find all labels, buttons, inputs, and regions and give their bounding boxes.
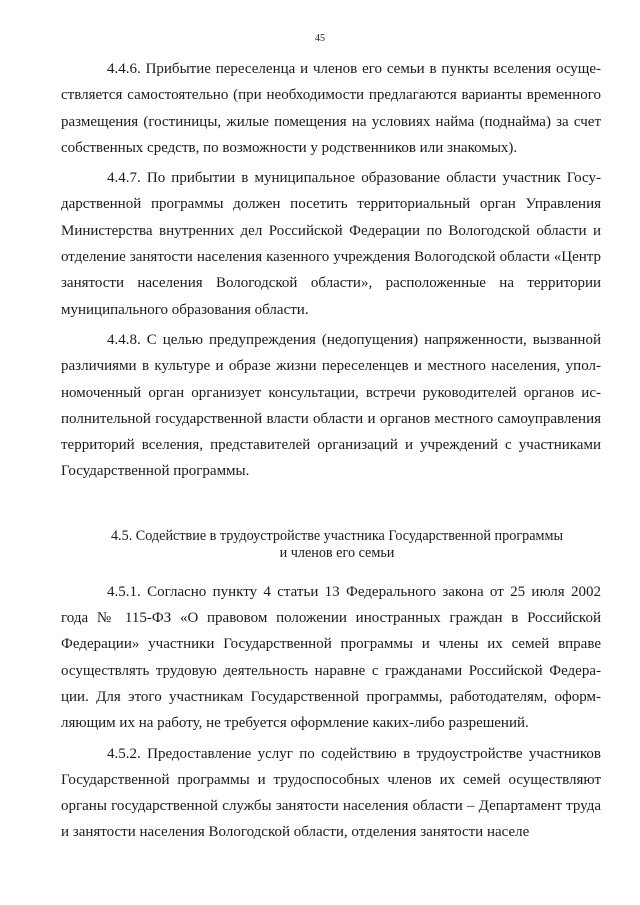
paragraph-4-4-6: 4.4.6. Прибытие переселенца и членов его семьи в пункты вселения осуществляется самостоятельно (при необходимости предлагаются варианты временного размещения (гостиницы, жилые помещения на условиях найма (поднайма) за счет собственных средств, по возможности у родственников или знакомых).	[61, 61, 601, 156]
section-heading-line-1: 4.5. Содействие в трудоустройстве участника Государственной программы	[110, 527, 564, 544]
section-heading-line-2: и членов его семьи	[279, 544, 395, 561]
page-number: 45	[315, 33, 325, 44]
paragraph-4-5-2: 4.5.2. Предоставление услуг по содействию в трудоустройстве участников Государственной программы и трудоспособных членов их семей осуществляют органы государственной службы занятости населения области – Департамент труда и занятости населения Вологодской области, отделения занятости населе	[61, 745, 601, 841]
paragraph-4-4-8: 4.4.8. С целью предупреждения (недопущения) напряженности, вызванной различиями в культуре и образе жизни переселенцев и местного населения, уполномоченный орган организует консультации, встречи руководителей органов исполнительной государственной власти области и органов местного самоуправления территорий вселения, представителей организаций и учреждений с участниками Государственной программы.	[61, 331, 601, 480]
paragraph-4-5-1: 4.5.1. Согласно пункту 4 статьи 13 Федерального закона от 25 июля 2002 года № 115-ФЗ «О правовом положении иностранных граждан в Российской Федерации» участники Государственной программы и члены их семей вправе осуществлять трудовую деятельность наравне с гражданами Российской Федерации. Для этого участникам Государственной программы, работодателям, оформляющим их на работу, не требуется оформление каких-либо разрешений.	[61, 583, 601, 732]
paragraph-4-4-7: 4.4.7. По прибытии в муниципальное образование области участник Государственной программы должен посетить территориальный орган Управления Министерства внутренних дел Российской Федерации по Вологодской области и отделение занятости населения казенного учреждения Вологодской области «Центр занятости населения Вологодской области», расположенные на территории муниципального образования области.	[61, 170, 601, 318]
section-heading	[61, 528, 601, 562]
document-body	[61, 56, 601, 846]
